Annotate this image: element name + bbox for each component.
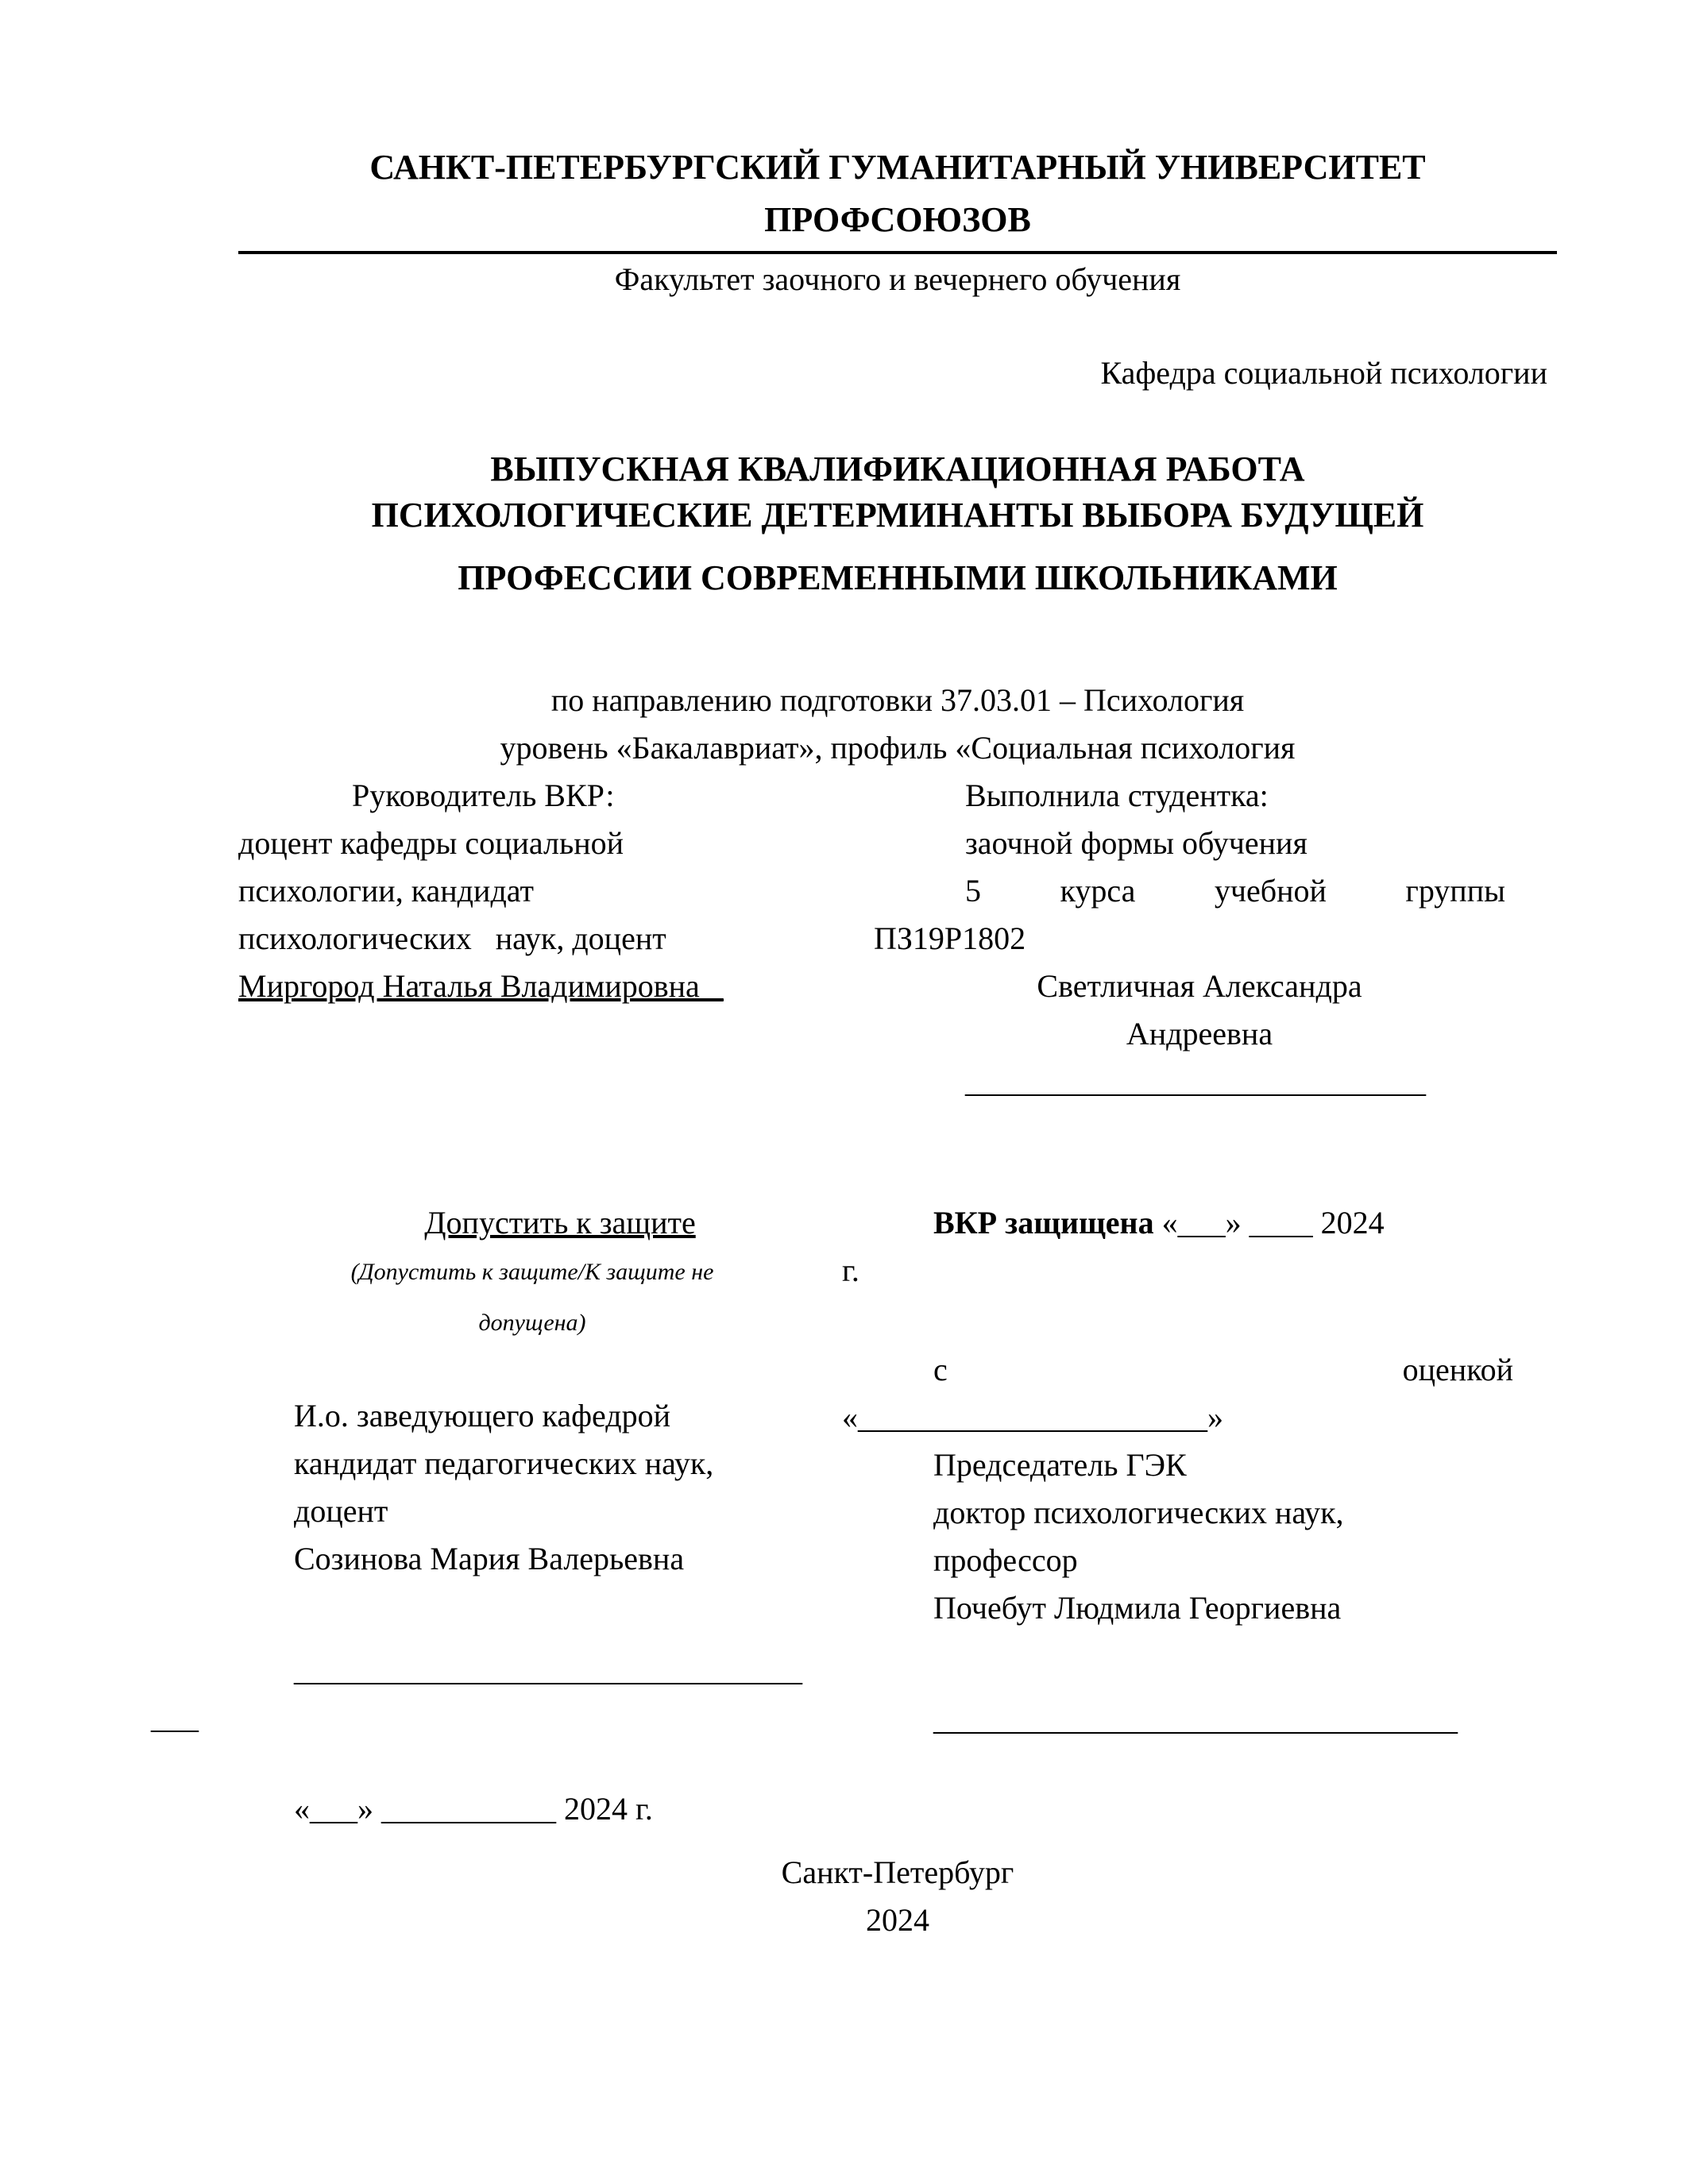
supervisor-heading: Руководитель ВКР: [352, 778, 615, 813]
student-signature-line: _____________________________ [965, 1063, 1426, 1099]
admission-note-line2: допущена) [478, 1310, 586, 1336]
defense-column [842, 1199, 1557, 1833]
admission-position-line3: доцент [294, 1493, 388, 1529]
title-line2: ПРОФЕССИИ СОВРЕМЕННЫМИ ШКОЛЬНИКАМИ [458, 558, 1338, 597]
work-type-line: ВЫПУСКНАЯ КВАЛИФИКАЦИОННАЯ РАБОТА [490, 450, 1305, 488]
student-line-2: 5 курса учебной группы [965, 873, 1505, 909]
footer-year: 2024 [866, 1902, 929, 1938]
admission-note [238, 1247, 826, 1349]
grade-spread-line [842, 1346, 1557, 1394]
program-info-block [238, 677, 1557, 772]
student-heading: Выполнила студентка: [965, 778, 1269, 813]
defense-signature-line: _________________________________ [933, 1701, 1458, 1737]
supervisor-line-3: психологических наук, доцент [238, 920, 666, 956]
chair-degree: доктор психологических наук, [933, 1495, 1344, 1530]
grade-suffix: оценкой [1402, 1352, 1513, 1387]
chair-name: Почебут Людмила Георгиевна [933, 1590, 1342, 1626]
supervisor-column [238, 772, 826, 1106]
student-name-line1: Светличная Александра [1037, 968, 1362, 1004]
admission-heading-wrap [238, 1199, 826, 1247]
faculty-line: Факультет заочного и вечернего обучения [614, 261, 1181, 297]
admission-date-line: «___» ___________ 2024 г. [294, 1791, 653, 1827]
university-header [238, 141, 1557, 254]
chair-rank: профессор [933, 1542, 1078, 1578]
defense-status-wrap: г. [842, 1252, 859, 1288]
admission-signature-line: ________________________________ [294, 1652, 802, 1688]
chair-title: Председатель ГЭК [933, 1447, 1187, 1483]
admission-defense-block [151, 1199, 1557, 1833]
student-name-line2: Андреевна [1126, 1016, 1273, 1051]
student-column [842, 772, 1557, 1106]
thesis-title-block [238, 446, 1557, 601]
footer-city: Санкт-Петербург [781, 1854, 1014, 1890]
stray-underscore-line: ___ [151, 1700, 199, 1735]
supervisor-line-1: доцент кафедры социальной [238, 825, 624, 861]
admission-name: Созинова Мария Валерьевна [294, 1541, 685, 1576]
admission-column [151, 1199, 826, 1833]
grade-prefix: с [933, 1352, 948, 1387]
supervisor-student-block [238, 772, 1557, 1106]
admission-position-line2: кандидат педагогических наук, [294, 1445, 714, 1481]
student-group-code: ПЗ19Р1802 [874, 920, 1026, 956]
grade-blank-line: «______________________» [842, 1399, 1223, 1435]
footer-block [238, 1849, 1557, 1944]
defense-status-rest: «___» ____ 2024 [1153, 1205, 1385, 1241]
defense-status-line [842, 1199, 1557, 1247]
admission-note-line1: (Допустить к защите/К защите не [350, 1259, 714, 1285]
supervisor-name: Миргород Наталья Владимировна _ [238, 968, 724, 1004]
supervisor-line-2: психологии, кандидат [238, 873, 534, 909]
level-line: уровень «Бакалавриат», профиль «Социальная психология [500, 730, 1296, 766]
admission-heading: Допустить к защите [424, 1205, 696, 1241]
direction-line: по направлению подготовки 37.03.01 – Психология [550, 682, 1245, 718]
university-name-line2: ПРОФСОЮЗОВ [764, 200, 1031, 239]
university-name-line1: САНКТ-ПЕТЕРБУРГСКИЙ ГУМАНИТАРНЫЙ УНИВЕРСИТЕТ [369, 148, 1426, 187]
title-line1: ПСИХОЛОГИЧЕСКИЕ ДЕТЕРМИНАНТЫ ВЫБОРА БУДУЩЕЙ [371, 496, 1424, 534]
defense-status-bold: ВКР защищена [933, 1205, 1154, 1241]
student-line-1: заочной формы обучения [965, 825, 1308, 861]
department-line: Кафедра социальной психологии [1100, 355, 1547, 391]
admission-position-line1: И.о. заведующего кафедрой [294, 1398, 671, 1433]
